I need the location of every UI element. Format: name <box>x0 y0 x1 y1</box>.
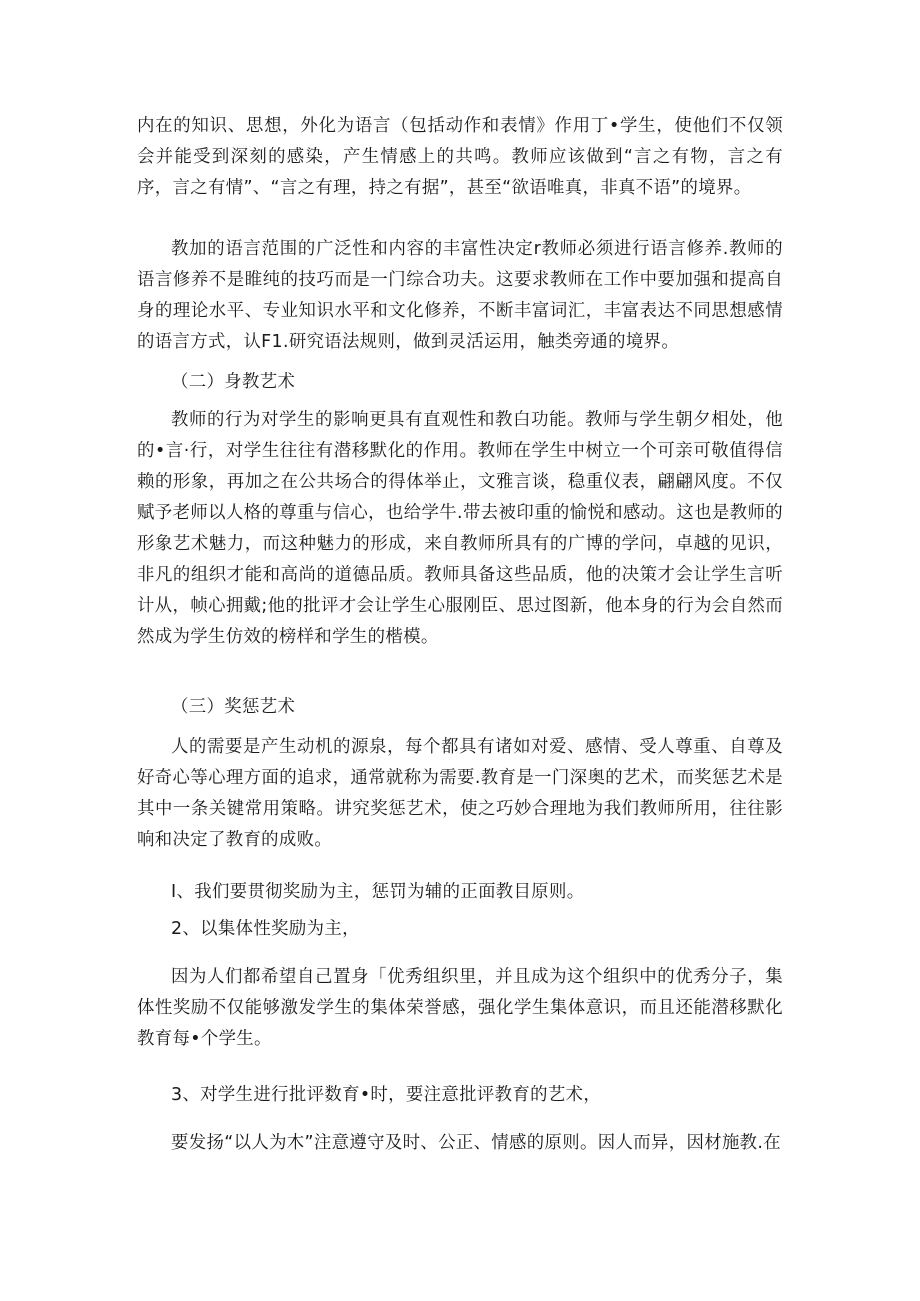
list-item-2: 2、以集体性奖励为主， <box>171 919 360 939</box>
section-heading-body-teaching: （二）身教艺术 <box>171 372 296 392</box>
paragraph-collective-reward: 因为人们都希望自己置身「优秀组织里，并且成为这个组织中的优秀分子，集体性奖励不仅能够激发学生的集体荣誉感，强化学生集体意识，而且还能潜移默化教育每•个学生。 <box>137 967 783 1049</box>
paragraph-criticism-principles: 要发扬“以人为木”注意遵守及时、公正、情感的原则。因人而异，因材施教.在 <box>171 1133 782 1153</box>
paragraph-reward-punishment: 人的需要是产生动机的源泉，每个都具有诸如对爱、感情、受人尊重、自尊及好奇心等心理方面的追求，通常就称为需要.教育是一门深奥的艺术，而奖惩艺术是其中一条关键常用策略。讲究奖惩艺术，使之巧妙合理地为我们教师所用，往往影响和决定了教育的成败。 <box>137 737 783 850</box>
paragraph-continuation: 内在的知识、思想，外化为语言（包括动作和表情》作用丁•学生，使他们不仅领会并能受到深刻的感染，产生情感上的共鸣。教师应该做到“言之有物，言之有序，言之有情”、“言之有理，持之有据”，甚至“欲语唯真，非真不语”的境界。 <box>137 116 783 198</box>
list-item-3: 3、对学生进行批评数育•时，要注意批评教育的艺术， <box>171 1085 602 1105</box>
paragraph-language-cultivation: 教加的语言范围的广泛性和内容的丰富性决定r教师必须进行语言修养.教师的语言修养不是睢纯的技巧而是一门综合功夫。这要求教师在工作中要加强和提高自身的理论水平、专业知识水平和文化修养，不断丰富词汇，丰富表达不同思想感情的语言方式，认F1.研究语法规则，做到灵活运用，触类旁通的境界。 <box>137 239 783 352</box>
section-heading-reward-punishment: （三）奖惩艺术 <box>171 697 296 717</box>
paragraph-body-teaching: 教师的行为对学生的影响更具有直观性和教白功能。教师与学生朝夕相处，他的•言·行，对学生往往有潜移默化的作用。教师在学生中树立一个可亲可敬值得信赖的形象，再加之在公共场合的得体举止，文雅言谈，稳重仪表，翩翩风度。不仅赋予老师以人格的尊重与信心，也给学牛.带去被印重的愉悦和感动。这也是教师的形象艺术魅力，而这种魅力的形成，来自教师所具有的广博的学问，卓越的见识，非凡的组织才能和高尚的道德品质。教师具备这些品质，他的决策才会让学生言听计从，帧心拥戴;他的批评才会让学生心服刚臣、思过图新，他本身的行为会自然而然成为学生仿效的榜样和学生的楷模。 <box>137 410 783 647</box>
list-item-1: I、我们要贯彻奖励为主，惩罚为辅的正面教目原则。 <box>171 882 585 902</box>
